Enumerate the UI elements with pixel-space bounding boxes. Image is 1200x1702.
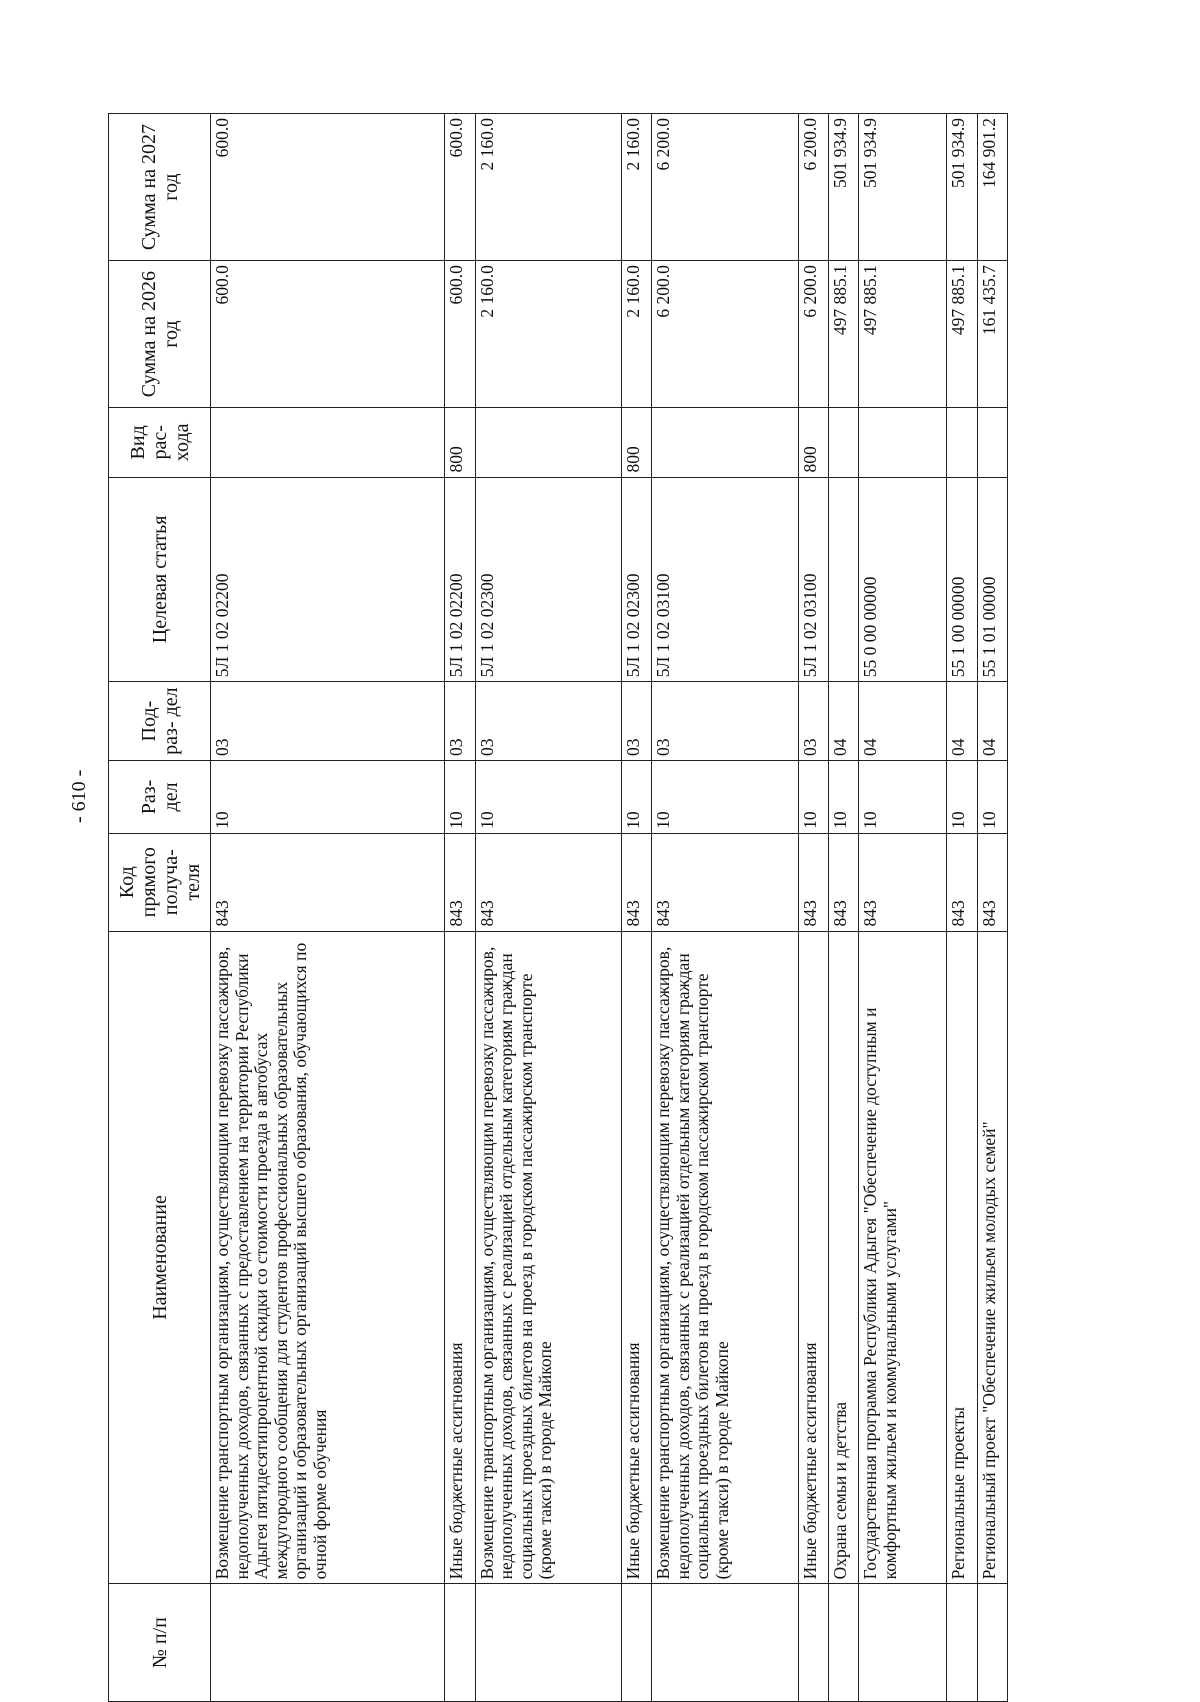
cell-article: 5Л 1 02 03100 xyxy=(652,477,798,682)
cell-sum-2026: 6 200.0 xyxy=(652,261,798,408)
cell-name: Иные бюджетные ассигнования xyxy=(798,931,828,1584)
cell-article: 5Л 1 02 02300 xyxy=(621,477,651,682)
cell-recipient: 843 xyxy=(652,833,798,931)
cell-name: Возмещение транспортным организациям, осуществляющим перевозку пассажиров, недополученных доходов, связанных с реализацией отдельным категориям граждан социальных проездных билетов на проезд в городском пассажирском транспорте (кроме такси) в городе Майкопе xyxy=(652,931,798,1584)
cell-expense: 800 xyxy=(445,408,475,477)
header-sum-2026: Сумма на 2026 год xyxy=(109,261,211,408)
cell-section: 10 xyxy=(211,760,445,833)
cell-sum-2027: 501 934.9 xyxy=(947,114,977,261)
cell-expense xyxy=(859,408,947,477)
budget-table xyxy=(108,113,1008,1702)
header-recipient: Код прямого получа- теля xyxy=(109,833,211,931)
cell-sum-2026: 497 885.1 xyxy=(947,261,977,408)
cell-recipient: 843 xyxy=(445,833,475,931)
header-article: Целевая статья xyxy=(109,477,211,682)
cell-section: 10 xyxy=(947,760,977,833)
cell-recipient: 843 xyxy=(977,833,1007,931)
cell-sum-2026: 497 885.1 xyxy=(859,261,947,408)
cell-section: 10 xyxy=(445,760,475,833)
cell-subsection: 04 xyxy=(828,682,858,761)
cell-subsection: 03 xyxy=(652,682,798,761)
cell-section: 10 xyxy=(798,760,828,833)
cell-article xyxy=(828,477,858,682)
cell-sum-2027: 164 901.2 xyxy=(977,114,1007,261)
cell-num xyxy=(828,1584,858,1702)
cell-name: Возмещение транспортным организациям, осуществляющим перевозку пассажиров, недополученных доходов, связанных с предоставлением на территории Республики Адыгея пятидесятипроцентной скидки со стоимости проезда в автобусах междугородного сообщения для студентов профессиональных образовательных организаций и образовательных организаций высшего образования, обучающихся по очной форме обучения xyxy=(211,931,445,1584)
cell-sum-2026: 600.0 xyxy=(211,261,445,408)
cell-recipient: 843 xyxy=(621,833,651,931)
cell-sum-2026: 2 160.0 xyxy=(621,261,651,408)
table-row xyxy=(947,114,977,1702)
cell-sum-2027: 600.0 xyxy=(211,114,445,261)
cell-sum-2027: 600.0 xyxy=(445,114,475,261)
cell-section: 10 xyxy=(621,760,651,833)
cell-expense xyxy=(652,408,798,477)
table-row xyxy=(798,114,828,1702)
cell-name: Возмещение транспортным организациям, осуществляющим перевозку пассажиров, недополученных доходов, связанных с реализацией отдельным категориям граждан социальных проездных билетов на проезд в городском пассажирском транспорте (кроме такси) в городе Майкопе xyxy=(475,931,621,1584)
cell-num xyxy=(859,1584,947,1702)
cell-expense: 800 xyxy=(798,408,828,477)
cell-article: 5Л 1 02 02200 xyxy=(445,477,475,682)
cell-recipient: 843 xyxy=(947,833,977,931)
budget-table-sheet xyxy=(108,113,1008,1702)
table-row xyxy=(859,114,947,1702)
cell-num xyxy=(445,1584,475,1702)
cell-sum-2026: 497 885.1 xyxy=(828,261,858,408)
cell-subsection: 04 xyxy=(947,682,977,761)
cell-subsection: 04 xyxy=(977,682,1007,761)
header-subsection: Под- раз- дел xyxy=(109,682,211,761)
cell-name: Региональные проекты xyxy=(947,931,977,1584)
cell-name: Государственная программа Республики Адыгея "Обеспечение доступным и комфортным жильем и коммунальными услугами" xyxy=(859,931,947,1584)
cell-section: 10 xyxy=(828,760,858,833)
cell-article: 55 0 00 00000 xyxy=(859,477,947,682)
cell-sum-2027: 2 160.0 xyxy=(475,114,621,261)
cell-article: 55 1 00 00000 xyxy=(947,477,977,682)
cell-article: 55 1 01 00000 xyxy=(977,477,1007,682)
cell-subsection: 03 xyxy=(211,682,445,761)
table-row xyxy=(475,114,621,1702)
cell-expense: 800 xyxy=(621,408,651,477)
cell-num xyxy=(475,1584,621,1702)
header-name: Наименование xyxy=(109,931,211,1584)
cell-expense xyxy=(211,408,445,477)
table-row xyxy=(445,114,475,1702)
cell-expense xyxy=(947,408,977,477)
cell-subsection: 03 xyxy=(621,682,651,761)
cell-article: 5Л 1 02 02200 xyxy=(211,477,445,682)
cell-subsection: 03 xyxy=(445,682,475,761)
table-header-row xyxy=(109,114,211,1702)
cell-section: 10 xyxy=(859,760,947,833)
table-row xyxy=(977,114,1007,1702)
cell-section: 10 xyxy=(475,760,621,833)
table-row xyxy=(652,114,798,1702)
header-sum-2027: Сумма на 2027 год xyxy=(109,114,211,261)
cell-num xyxy=(798,1584,828,1702)
cell-recipient: 843 xyxy=(475,833,621,931)
cell-expense xyxy=(475,408,621,477)
table-row xyxy=(828,114,858,1702)
cell-article: 5Л 1 02 03100 xyxy=(798,477,828,682)
cell-num xyxy=(947,1584,977,1702)
cell-name: Иные бюджетные ассигнования xyxy=(445,931,475,1584)
cell-expense xyxy=(828,408,858,477)
cell-sum-2027: 6 200.0 xyxy=(652,114,798,261)
cell-subsection: 03 xyxy=(798,682,828,761)
cell-sum-2027: 501 934.9 xyxy=(859,114,947,261)
table-row xyxy=(621,114,651,1702)
cell-subsection: 04 xyxy=(859,682,947,761)
cell-expense xyxy=(977,408,1007,477)
cell-sum-2027: 2 160.0 xyxy=(621,114,651,261)
header-section: Раз- дел xyxy=(109,760,211,833)
cell-subsection: 03 xyxy=(475,682,621,761)
cell-recipient: 843 xyxy=(211,833,445,931)
cell-sum-2026: 2 160.0 xyxy=(475,261,621,408)
cell-sum-2027: 501 934.9 xyxy=(828,114,858,261)
cell-sum-2026: 161 435.7 xyxy=(977,261,1007,408)
page-number: - 610 - xyxy=(68,769,90,823)
cell-name: Региональный проект "Обеспечение жильем молодых семей" xyxy=(977,931,1007,1584)
cell-recipient: 843 xyxy=(798,833,828,931)
cell-recipient: 843 xyxy=(859,833,947,931)
cell-article: 5Л 1 02 02300 xyxy=(475,477,621,682)
cell-sum-2026: 600.0 xyxy=(445,261,475,408)
cell-num xyxy=(652,1584,798,1702)
cell-name: Иные бюджетные ассигнования xyxy=(621,931,651,1584)
cell-section: 10 xyxy=(652,760,798,833)
header-num: № п/п xyxy=(109,1584,211,1702)
cell-sum-2027: 6 200.0 xyxy=(798,114,828,261)
cell-name: Охрана семьи и детства xyxy=(828,931,858,1584)
cell-sum-2026: 6 200.0 xyxy=(798,261,828,408)
cell-num xyxy=(211,1584,445,1702)
cell-num xyxy=(977,1584,1007,1702)
cell-section: 10 xyxy=(977,760,1007,833)
cell-recipient: 843 xyxy=(828,833,858,931)
header-expense: Вид рас- хода xyxy=(109,408,211,477)
cell-num xyxy=(621,1584,651,1702)
table-row xyxy=(211,114,445,1702)
